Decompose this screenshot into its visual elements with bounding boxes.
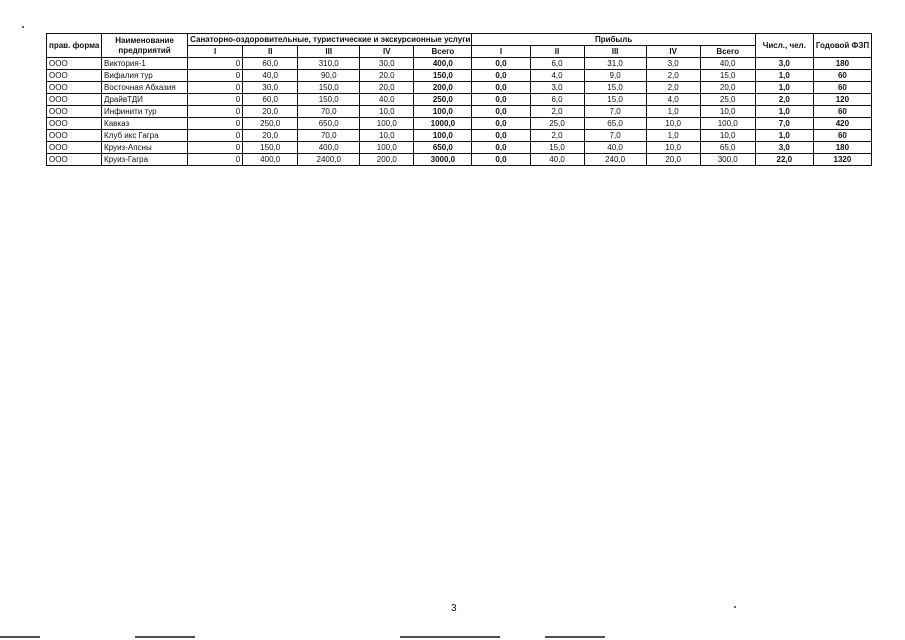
cell-form: ООО <box>47 82 102 94</box>
cell-profit-total: 10,0 <box>700 106 755 118</box>
cell-profit-q2: 40,0 <box>530 154 584 166</box>
table-row <box>47 118 872 130</box>
cell-profit-q2: 2,0 <box>530 106 584 118</box>
cell-services-q1: 0 <box>188 70 243 82</box>
header-form: прав. форма <box>47 34 102 58</box>
cell-services-q2: 20,0 <box>243 106 298 118</box>
cell-services-total: 1000,0 <box>414 118 472 130</box>
cell-profit-q3: 7,0 <box>584 130 646 142</box>
cell-profit-total: 100,0 <box>700 118 755 130</box>
header-services-total: Всего <box>414 46 472 58</box>
cell-staff: 3,0 <box>755 142 813 154</box>
cell-profit-q1: 0,0 <box>472 154 530 166</box>
cell-services-q1: 0 <box>188 142 243 154</box>
table-row <box>47 130 872 142</box>
cell-services-q1: 0 <box>188 82 243 94</box>
cell-profit-q1: 0,0 <box>472 142 530 154</box>
cell-name: Инфинити тур <box>102 106 188 118</box>
cell-profit-total: 15,0 <box>700 70 755 82</box>
cell-profit-q2: 15,0 <box>530 142 584 154</box>
cell-services-q1: 0 <box>188 106 243 118</box>
header-services-q3: III <box>298 46 360 58</box>
table-row <box>47 58 872 70</box>
cell-services-q3: 70,0 <box>298 130 360 142</box>
cell-form: ООО <box>47 118 102 130</box>
page-number: 3 <box>451 603 457 614</box>
cell-profit-q4: 2,0 <box>646 70 700 82</box>
cell-form: ООО <box>47 58 102 70</box>
cell-staff: 2,0 <box>755 94 813 106</box>
cell-services-q3: 310,0 <box>298 58 360 70</box>
cell-profit-q4: 1,0 <box>646 106 700 118</box>
cell-services-q4: 40,0 <box>360 94 414 106</box>
cell-services-q4: 30,0 <box>360 58 414 70</box>
cell-name: Вифалия тур <box>102 70 188 82</box>
scan-artifact-dot <box>22 26 24 28</box>
header-row-top <box>47 34 872 46</box>
cell-fund: 60 <box>813 130 871 142</box>
cell-services-q4: 100,0 <box>360 118 414 130</box>
cell-services-q3: 70,0 <box>298 106 360 118</box>
cell-staff: 1,0 <box>755 82 813 94</box>
cell-services-total: 400,0 <box>414 58 472 70</box>
cell-services-q4: 200,0 <box>360 154 414 166</box>
cell-services-q3: 150,0 <box>298 82 360 94</box>
cell-services-q1: 0 <box>188 154 243 166</box>
cell-services-q2: 20,0 <box>243 130 298 142</box>
header-services-q1: I <box>188 46 243 58</box>
cell-services-q2: 30,0 <box>243 82 298 94</box>
cell-profit-q3: 40,0 <box>584 142 646 154</box>
cell-form: ООО <box>47 130 102 142</box>
cell-staff: 1,0 <box>755 70 813 82</box>
cell-services-q1: 0 <box>188 130 243 142</box>
cell-services-q4: 20,0 <box>360 82 414 94</box>
cell-name: Клуб икс Гагра <box>102 130 188 142</box>
cell-services-q3: 400,0 <box>298 142 360 154</box>
cell-fund: 60 <box>813 70 871 82</box>
header-profit: Прибыль <box>472 34 755 46</box>
cell-services-q1: 0 <box>188 94 243 106</box>
cell-profit-q1: 0,0 <box>472 106 530 118</box>
cell-staff: 3,0 <box>755 58 813 70</box>
cell-name: Кавказ <box>102 118 188 130</box>
cell-staff: 1,0 <box>755 106 813 118</box>
cell-profit-total: 40,0 <box>700 58 755 70</box>
cell-name: Виктория-1 <box>102 58 188 70</box>
table-body <box>47 58 872 166</box>
cell-fund: 60 <box>813 82 871 94</box>
cell-form: ООО <box>47 70 102 82</box>
cell-name: ДрайвТДИ <box>102 94 188 106</box>
cell-profit-q4: 4,0 <box>646 94 700 106</box>
header-profit-q4: IV <box>646 46 700 58</box>
cell-profit-q4: 10,0 <box>646 118 700 130</box>
cell-profit-q4: 3,0 <box>646 58 700 70</box>
cell-services-q2: 60,0 <box>243 58 298 70</box>
scan-artifact-line <box>135 636 195 638</box>
cell-fund: 180 <box>813 142 871 154</box>
cell-services-q3: 650,0 <box>298 118 360 130</box>
cell-services-q3: 90,0 <box>298 70 360 82</box>
cell-fund: 120 <box>813 94 871 106</box>
cell-name: Восточная Абхазия <box>102 82 188 94</box>
cell-profit-total: 20,0 <box>700 82 755 94</box>
cell-profit-total: 10,0 <box>700 130 755 142</box>
cell-profit-q2: 6,0 <box>530 58 584 70</box>
header-name: Наименование предприятий <box>102 34 188 58</box>
header-services-q4: IV <box>360 46 414 58</box>
cell-staff: 22,0 <box>755 154 813 166</box>
cell-services-total: 100,0 <box>414 130 472 142</box>
cell-form: ООО <box>47 154 102 166</box>
cell-services-total: 150,0 <box>414 70 472 82</box>
table-row <box>47 70 872 82</box>
cell-services-q2: 40,0 <box>243 70 298 82</box>
cell-profit-q4: 20,0 <box>646 154 700 166</box>
cell-profit-q3: 15,0 <box>584 94 646 106</box>
cell-form: ООО <box>47 106 102 118</box>
cell-profit-q2: 6,0 <box>530 94 584 106</box>
cell-profit-q1: 0,0 <box>472 70 530 82</box>
cell-profit-q3: 65,0 <box>584 118 646 130</box>
header-profit-q3: III <box>584 46 646 58</box>
table-row <box>47 142 872 154</box>
cell-profit-q4: 2,0 <box>646 82 700 94</box>
table-row <box>47 106 872 118</box>
cell-profit-q3: 31,0 <box>584 58 646 70</box>
cell-services-q3: 2400,0 <box>298 154 360 166</box>
cell-form: ООО <box>47 94 102 106</box>
cell-profit-q1: 0,0 <box>472 118 530 130</box>
cell-profit-q1: 0,0 <box>472 82 530 94</box>
scan-artifact-dot <box>734 606 736 608</box>
cell-name: Круиз-Апсны <box>102 142 188 154</box>
scan-artifact-line <box>545 636 605 638</box>
data-table <box>46 33 872 166</box>
cell-services-total: 650,0 <box>414 142 472 154</box>
cell-services-q4: 100,0 <box>360 142 414 154</box>
scan-artifact-line <box>0 636 40 638</box>
cell-staff: 1,0 <box>755 130 813 142</box>
cell-fund: 60 <box>813 106 871 118</box>
cell-profit-q4: 1,0 <box>646 130 700 142</box>
cell-profit-q1: 0,0 <box>472 130 530 142</box>
cell-profit-q4: 10,0 <box>646 142 700 154</box>
cell-fund: 180 <box>813 58 871 70</box>
cell-profit-q3: 240,0 <box>584 154 646 166</box>
cell-services-total: 200,0 <box>414 82 472 94</box>
cell-staff: 7,0 <box>755 118 813 130</box>
header-services-q2: II <box>243 46 298 58</box>
cell-services-q1: 0 <box>188 118 243 130</box>
cell-form: ООО <box>47 142 102 154</box>
cell-profit-q2: 4,0 <box>530 70 584 82</box>
cell-profit-q1: 0,0 <box>472 94 530 106</box>
header-staff: Числ., чел. <box>755 34 813 58</box>
cell-services-q4: 10,0 <box>360 106 414 118</box>
cell-services-q2: 400,0 <box>243 154 298 166</box>
cell-services-q2: 150,0 <box>243 142 298 154</box>
cell-services-q3: 150,0 <box>298 94 360 106</box>
header-fund: Годовой ФЗП <box>813 34 871 58</box>
cell-profit-q2: 2,0 <box>530 130 584 142</box>
cell-services-total: 250,0 <box>414 94 472 106</box>
cell-profit-q3: 9,0 <box>584 70 646 82</box>
cell-services-q4: 10,0 <box>360 130 414 142</box>
cell-profit-q2: 25,0 <box>530 118 584 130</box>
cell-services-q1: 0 <box>188 58 243 70</box>
cell-profit-q1: 0,0 <box>472 58 530 70</box>
table-row <box>47 154 872 166</box>
cell-services-q4: 20,0 <box>360 70 414 82</box>
cell-profit-total: 65,0 <box>700 142 755 154</box>
header-profit-q2: II <box>530 46 584 58</box>
cell-fund: 420 <box>813 118 871 130</box>
header-services: Санаторно-оздоровительные, туристические и экскурсионные услуги <box>188 34 472 46</box>
header-profit-total: Всего <box>700 46 755 58</box>
table-row <box>47 82 872 94</box>
cell-profit-q2: 3,0 <box>530 82 584 94</box>
table-row <box>47 94 872 106</box>
header-profit-q1: I <box>472 46 530 58</box>
cell-services-q2: 60,0 <box>243 94 298 106</box>
cell-profit-q3: 15,0 <box>584 82 646 94</box>
cell-profit-total: 300,0 <box>700 154 755 166</box>
cell-services-q2: 250,0 <box>243 118 298 130</box>
cell-name: Круиз-Гагра <box>102 154 188 166</box>
cell-services-total: 3000,0 <box>414 154 472 166</box>
cell-fund: 1320 <box>813 154 871 166</box>
scan-artifact-line <box>400 636 500 638</box>
cell-profit-q3: 7,0 <box>584 106 646 118</box>
cell-services-total: 100,0 <box>414 106 472 118</box>
cell-profit-total: 25,0 <box>700 94 755 106</box>
